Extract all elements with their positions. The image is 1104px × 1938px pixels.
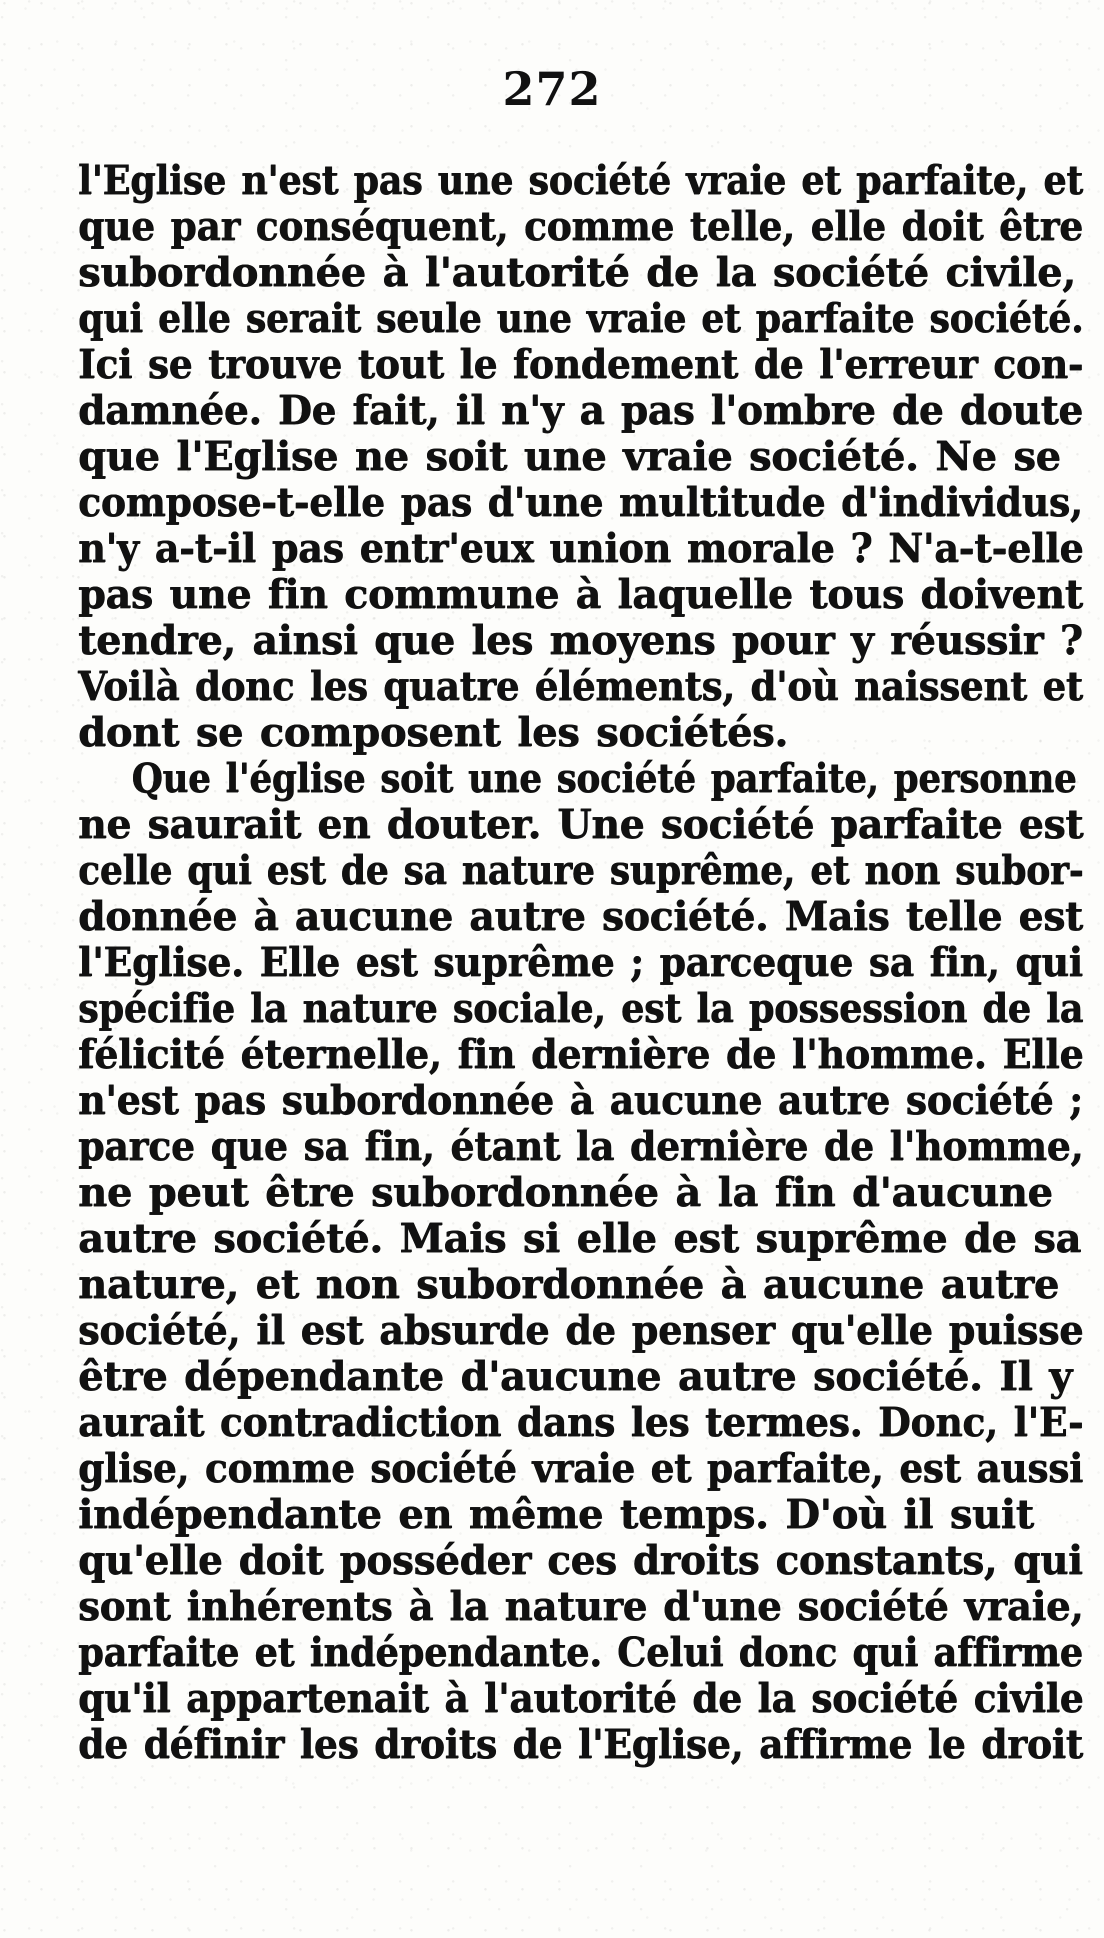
text-line: que par conséquent, comme telle, elle doit être [78,203,1083,250]
text-line: Voilà donc les quatre éléments, d'où naissent et [78,663,1083,710]
text-line: de définir les droits de l'Eglise, affirme le droit [78,1721,1083,1768]
text-line: compose-t-elle pas d'une multitude d'individus, [78,479,1083,526]
text-line: sont inhérents à la nature d'une société vraie, [78,1583,1084,1630]
text-line: être dépendante d'aucune autre société. Il y [78,1353,1072,1400]
text-line: subordonnée à l'autorité de la société civile, [78,249,1076,296]
body-text [78,158,1083,1768]
text-line: autre société. Mais si elle est suprême de sa [78,1215,1082,1262]
text-line: aurait contradiction dans les termes. Donc, l'E- [78,1399,1084,1446]
text-line: l'Eglise. Elle est suprême ; parceque sa fin, qui [78,939,1083,986]
text-line: félicité éternelle, fin dernière de l'homme. Elle [78,1031,1084,1078]
text-line: qui elle serait seule une vraie et parfaite société. [78,295,1084,342]
text-line: indépendante en même temps. D'où il suit [78,1491,1034,1538]
text-line: parfaite et indépendante. Celui donc qui affirme [78,1629,1083,1676]
text-line: ne saurait en douter. Une société parfaite est [78,801,1084,848]
text-line: damnée. De fait, il n'y a pas l'ombre de doute [78,387,1083,434]
text-line: donnée à aucune autre société. Mais telle est [78,893,1083,940]
text-line: ne peut être subordonnée à la fin d'aucune [78,1169,1053,1216]
text-line: spécifie la nature sociale, est la possession de la [78,985,1084,1032]
text-line: glise, comme société vraie et parfaite, est aussi [78,1445,1083,1492]
text-line: société, il est absurde de penser qu'elle puisse [78,1307,1084,1354]
text-line: celle qui est de sa nature suprême, et non subor- [78,847,1084,894]
text-line: pas une fin commune à laquelle tous doivent [78,571,1083,618]
text-line: tendre, ainsi que les moyens pour y réussir ? [78,617,1083,664]
page-number: 272 [502,62,602,116]
text-line: que l'Eglise ne soit une vraie société. Ne se [78,433,1061,480]
text-line: qu'elle doit posséder ces droits constants, qui [78,1537,1083,1584]
text-line: n'est pas subordonnée à aucune autre société ; [78,1077,1083,1124]
text-line: nature, et non subordonnée à aucune autre [78,1261,1059,1308]
paragraph-start-line: Que l'église soit une société parfaite, personne [131,755,1077,802]
text-line: l'Eglise n'est pas une société vraie et parfaite, et [78,157,1083,204]
text-line: n'y a-t-il pas entr'eux union morale ? N'a-t-elle [78,525,1084,572]
text-line: qu'il appartenait à l'autorité de la société civile [78,1675,1084,1722]
text-line: Ici se trouve tout le fondement de l'erreur con- [78,341,1084,388]
text-line: parce que sa fin, étant la dernière de l'homme, [78,1123,1084,1170]
text-line: dont se composent les sociétés. [78,709,788,756]
